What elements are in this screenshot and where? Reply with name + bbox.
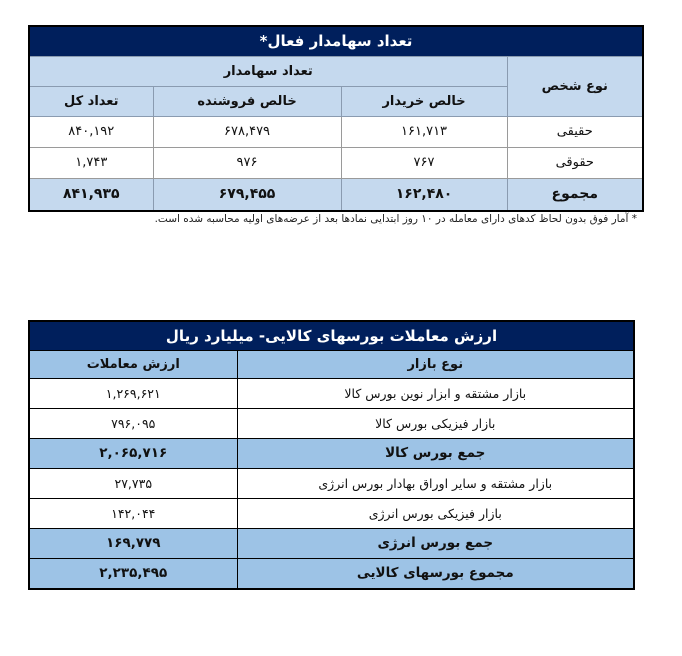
- table-row: [29, 468, 634, 498]
- cell-net-buyer: ۱۶۲,۴۸۰: [341, 178, 507, 211]
- cell-value: ۷۹۶,۰۹۵: [29, 408, 237, 438]
- cell-total: ۸۴۰,۱۹۲: [29, 116, 153, 147]
- col-header-person-type: نوع شخص: [507, 56, 643, 116]
- subtotal-row: [29, 528, 634, 558]
- active-shareholders-table: [28, 25, 644, 212]
- cell-net-buyer: ۱۶۱,۷۱۳: [341, 116, 507, 147]
- cell-value: ۱۴۲,۰۴۴: [29, 498, 237, 528]
- cell-market: جمع بورس انرژی: [237, 528, 634, 558]
- header-row: [29, 350, 634, 378]
- subtotal-row: [29, 438, 634, 468]
- col-header-total: تعداد کل: [29, 86, 153, 116]
- footnote: * آمار فوق بدون لحاظ کدهای دارای معامله در ۱۰ روز ابتدایی نمادها بعد از عرضه‌های اولیه محاسبه شده است.: [154, 213, 637, 225]
- table-title: تعداد سهامدار فعال*: [29, 26, 643, 56]
- cell-market: بازار مشتقه و سایر اوراق بهادار بورس انرژی: [237, 468, 634, 498]
- cell-total: ۸۴۱,۹۳۵: [29, 178, 153, 211]
- col-group-header-shareholders: تعداد سهامدار: [29, 56, 507, 86]
- cell-net-seller: ۹۷۶: [153, 147, 341, 178]
- header-row-1: [29, 56, 643, 86]
- table-row: [29, 378, 634, 408]
- col-header-net-seller: خالص فروشنده: [153, 86, 341, 116]
- cell-value: ۲,۰۶۵,۷۱۶: [29, 438, 237, 468]
- cell-value: ۱۶۹,۷۷۹: [29, 528, 237, 558]
- commodity-exchange-trade-value-table: [28, 320, 635, 590]
- cell-total: ۱,۷۴۳: [29, 147, 153, 178]
- col-header-market-type: نوع بازار: [237, 350, 634, 378]
- table-row: [29, 147, 643, 178]
- table-title-row: [29, 26, 643, 56]
- table-title: ارزش معاملات بورسهای کالایی- میلیارد ریال: [29, 321, 634, 350]
- cell-market: مجموع بورسهای کالایی: [237, 558, 634, 589]
- cell-market: بازار مشتقه و ابزار نوین بورس کالا: [237, 378, 634, 408]
- cell-value: ۲۷,۷۳۵: [29, 468, 237, 498]
- cell-value: ۱,۲۶۹,۶۲۱: [29, 378, 237, 408]
- cell-net-seller: ۶۷۸,۴۷۹: [153, 116, 341, 147]
- row-label: مجموع: [507, 178, 643, 211]
- cell-value: ۲,۲۳۵,۴۹۵: [29, 558, 237, 589]
- grand-total-row: [29, 558, 634, 589]
- col-header-net-buyer: خالص خریدار: [341, 86, 507, 116]
- row-label: حقوقی: [507, 147, 643, 178]
- cell-market: بازار فیزیکی بورس انرژی: [237, 498, 634, 528]
- total-row: [29, 178, 643, 211]
- cell-market: جمع بورس کالا: [237, 438, 634, 468]
- col-header-trade-value: ارزش معاملات: [29, 350, 237, 378]
- cell-net-buyer: ۷۶۷: [341, 147, 507, 178]
- table-row: [29, 498, 634, 528]
- table-title-row: [29, 321, 634, 350]
- row-label: حقیقی: [507, 116, 643, 147]
- cell-market: بازار فیزیکی بورس کالا: [237, 408, 634, 438]
- cell-net-seller: ۶۷۹,۴۵۵: [153, 178, 341, 211]
- table-row: [29, 116, 643, 147]
- table-row: [29, 408, 634, 438]
